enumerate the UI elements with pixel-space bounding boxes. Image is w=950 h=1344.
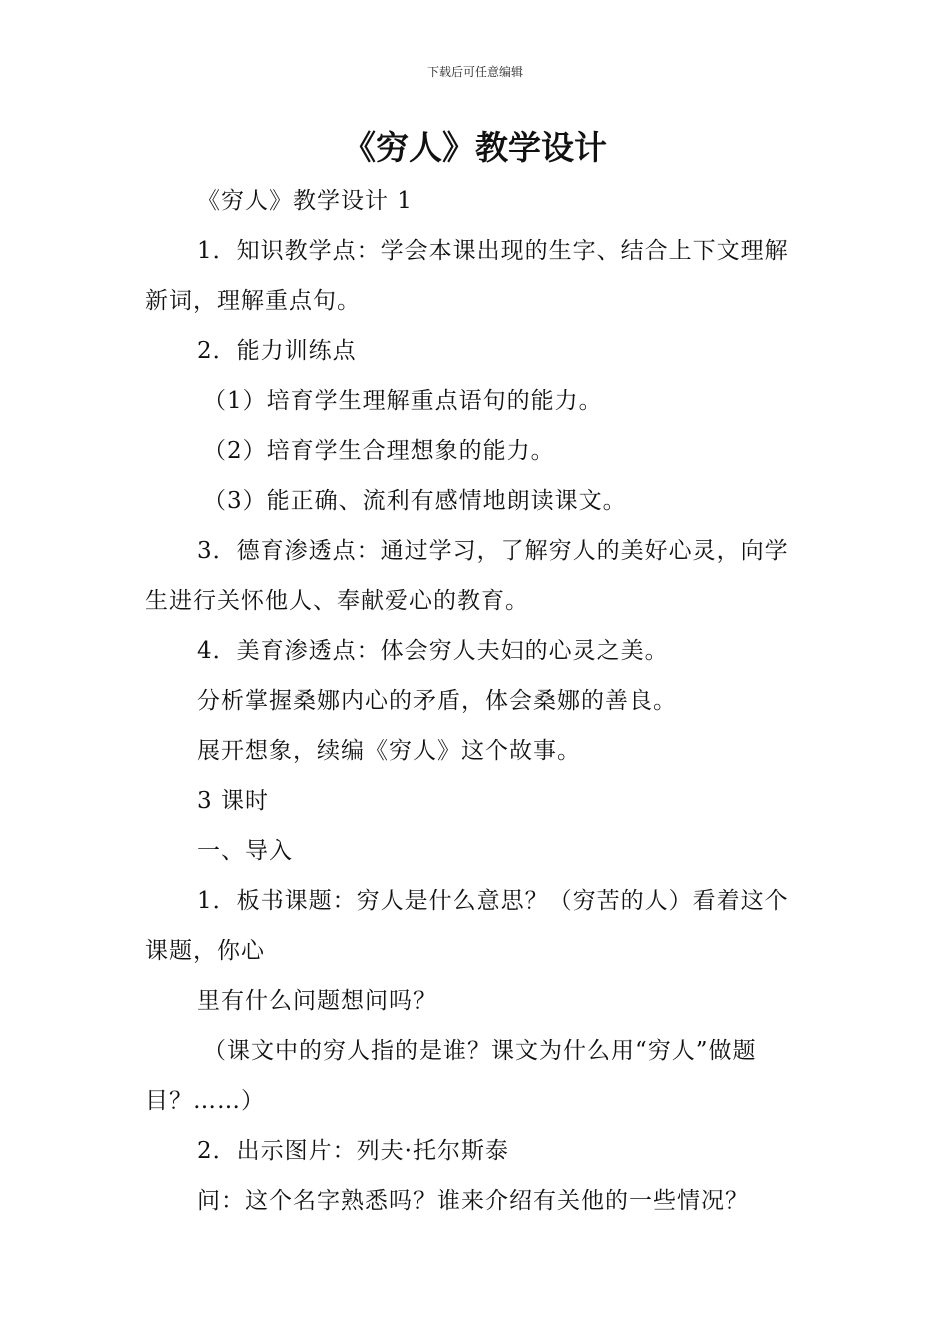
paragraph: 《穷人》教学设计 1 — [197, 188, 413, 214]
paragraph: 3 课时 — [197, 788, 269, 814]
paragraph: 3．德育渗透点：通过学习，了解穷人的美好心灵，向学生进行关怀他人、奉献爱心的教育。 — [145, 538, 789, 614]
paragraph: 2．出示图片：列夫·托尔斯泰 — [197, 1138, 509, 1164]
paragraph: （1）培育学生理解重点语句的能力。 — [203, 388, 603, 414]
paragraph: （2）培育学生合理想象的能力。 — [203, 438, 555, 464]
paragraph: 一、导入 — [197, 838, 293, 864]
document-title: 《穷人》教学设计 — [343, 128, 607, 167]
paragraph: 1．知识教学点：学会本课出现的生字、结合上下文理解新词，理解重点句。 — [145, 238, 789, 314]
paragraph: 里有什么问题想问吗？ — [197, 988, 437, 1014]
paragraph: 展开想象，续编《穷人》这个故事。 — [197, 738, 581, 764]
paragraph: 1．板书课题：穷人是什么意思？（穷苦的人）看着这个课题，你心 — [145, 888, 789, 964]
paragraph: （3）能正确、流利有感情地朗读课文。 — [203, 488, 627, 514]
page-header: 下载后可任意编辑 — [426, 65, 523, 79]
paragraph: 分析掌握桑娜内心的矛盾，体会桑娜的善良。 — [197, 688, 677, 714]
paragraph: （课文中的穷人指的是谁？课文为什么用“穷人”做题目？……） — [145, 1038, 757, 1114]
paragraph: 4．美育渗透点：体会穷人夫妇的心灵之美。 — [197, 638, 669, 664]
paragraph: 问：这个名字熟悉吗？谁来介绍有关他的一些情况？ — [197, 1188, 749, 1214]
document-body — [145, 176, 810, 1226]
paragraph: 2．能力训练点 — [197, 338, 357, 364]
